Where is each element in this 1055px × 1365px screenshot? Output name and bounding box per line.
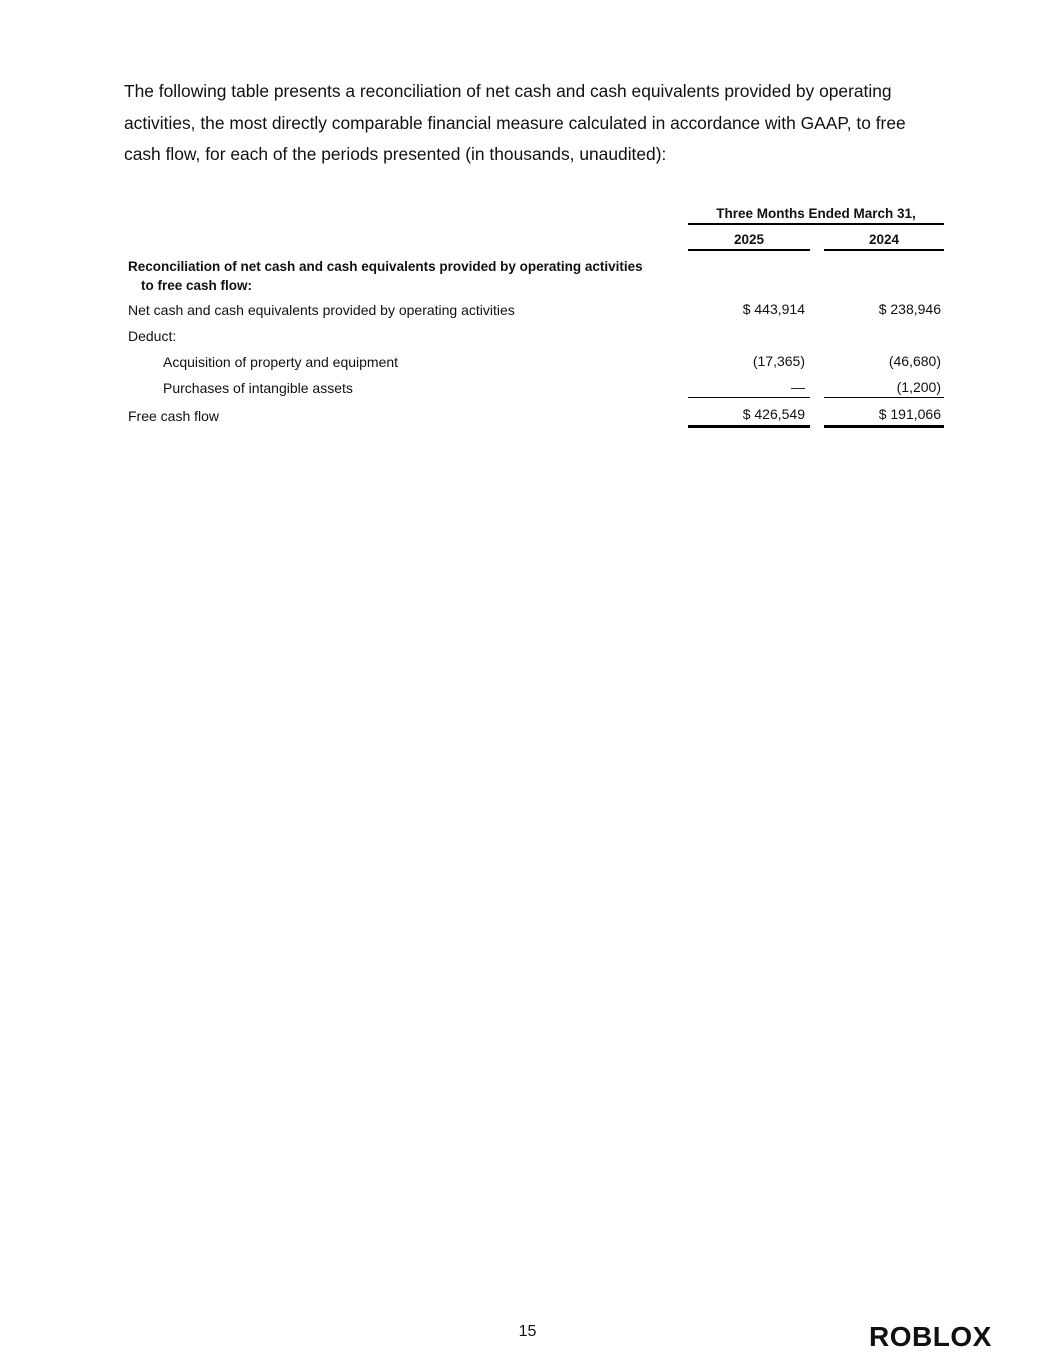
row-label-free-cash-flow: Free cash flow [128, 408, 220, 424]
property-equipment-2024: (46,680) [888, 353, 941, 369]
intangible-assets-2025: — [791, 379, 805, 395]
operating-cash-2025: $ 443,914 [742, 301, 805, 317]
intro-paragraph: The following table presents a reconciliation of net cash and cash equivalents provided by operating activities, the most directly comparable financial measure calculated in accordance with GAAP, to free cash flow, for each of the periods presented (in thousands, unaudited): [124, 81, 906, 164]
column-header-rule-2024 [824, 249, 944, 251]
total-double-rule-2025 [688, 425, 810, 428]
subtotal-rule-2024 [824, 397, 944, 398]
free-cash-flow-2024: $ 191,066 [878, 406, 941, 422]
intangible-assets-2024: (1,200) [896, 379, 941, 395]
section-title: Reconciliation of net cash and cash equivalents provided by operating activities [128, 259, 643, 274]
total-double-rule-2024 [824, 425, 944, 428]
row-label-property-equipment: Acquisition of property and equipment [163, 354, 399, 370]
column-header-rule-2025 [688, 249, 810, 251]
page-number: 15 [518, 1323, 537, 1340]
period-header-rule [688, 223, 944, 225]
period-header: Three Months Ended March 31, [716, 206, 916, 221]
roblox-logo-text: ROBLOX [869, 1321, 992, 1350]
row-label-deduct: Deduct: [128, 328, 177, 344]
property-equipment-2025: (17,365) [752, 353, 805, 369]
section-title-continued: to free cash flow: [141, 278, 253, 293]
subtotal-rule-2025 [688, 397, 810, 398]
roblox-logo [869, 1320, 1009, 1350]
column-header-2024: 2024 [868, 232, 900, 247]
column-header-2025: 2025 [733, 232, 765, 247]
operating-cash-2024: $ 238,946 [878, 301, 941, 317]
row-label-operating-cash: Net cash and cash equivalents provided by operating activities [128, 302, 515, 318]
free-cash-flow-2025: $ 426,549 [742, 406, 805, 422]
row-label-intangible-assets: Purchases of intangible assets [163, 380, 353, 396]
